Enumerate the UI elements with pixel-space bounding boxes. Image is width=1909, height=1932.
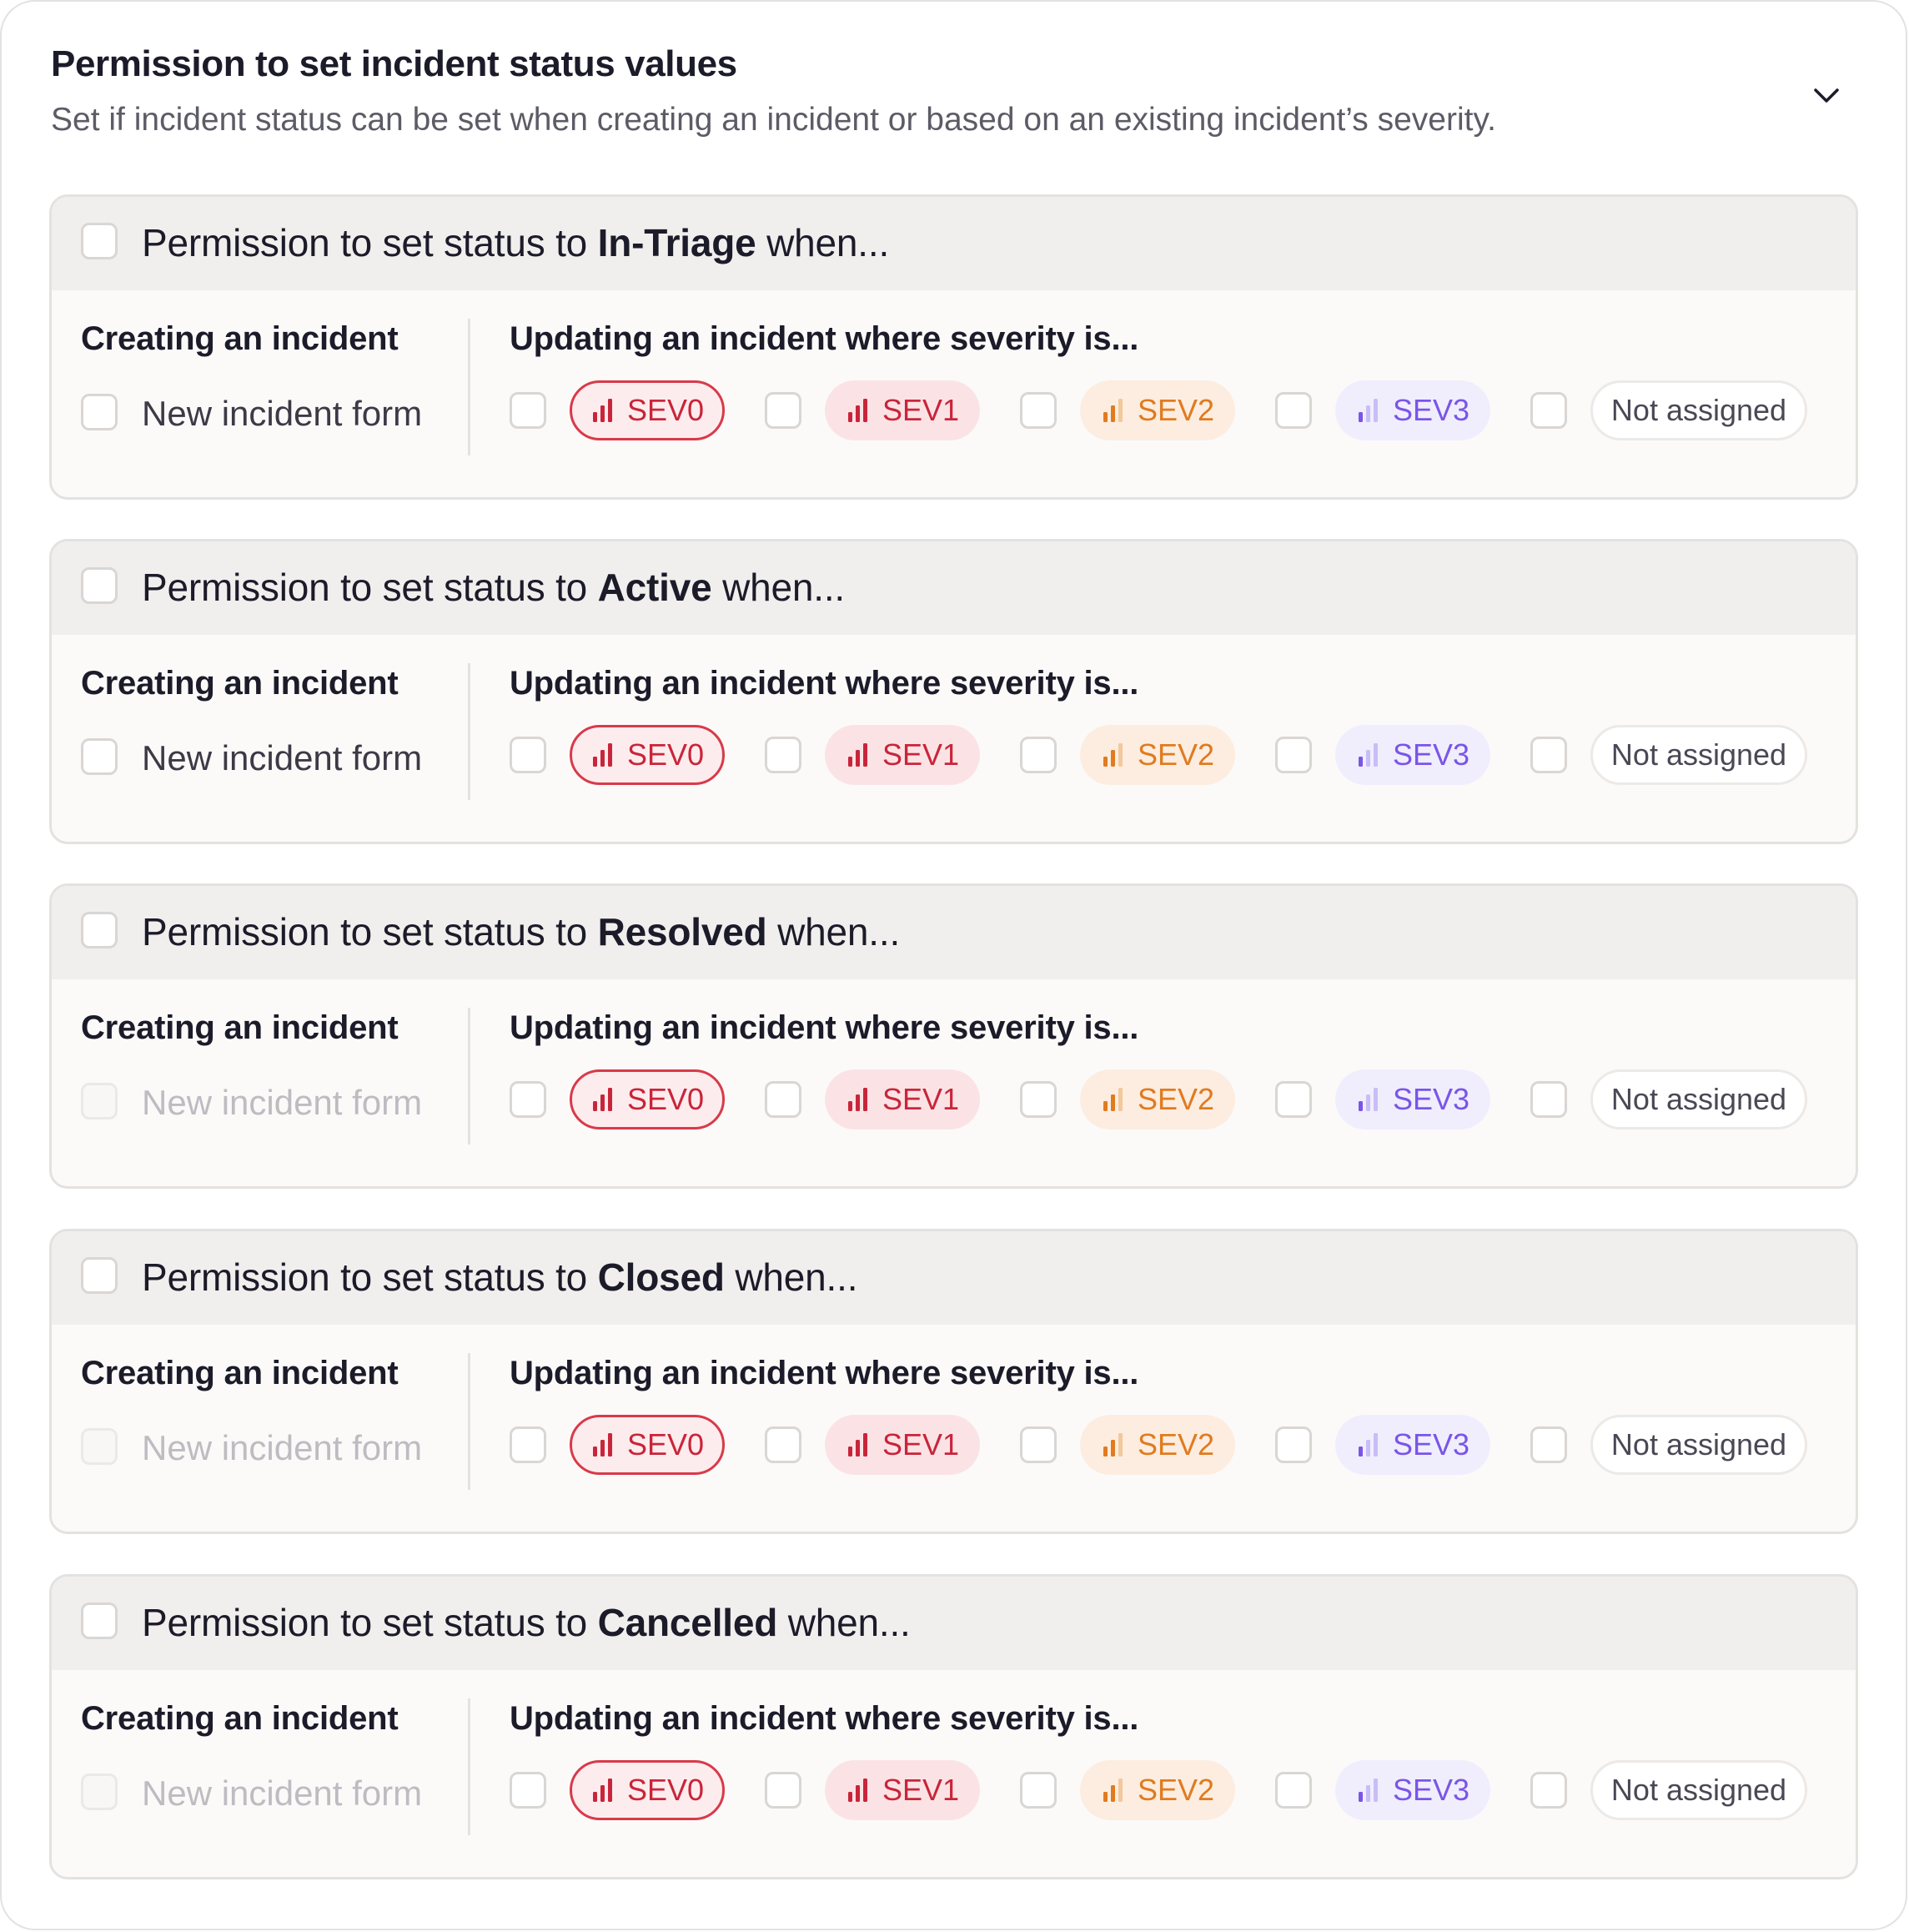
- status-card-header: [52, 1231, 1856, 1325]
- severity-label: SEV3: [1392, 1082, 1470, 1116]
- severity-label: SEV3: [1392, 1427, 1470, 1462]
- severity-badge: [1590, 1069, 1807, 1130]
- new-incident-form-checkbox[interactable]: [81, 394, 118, 430]
- severity-bars-icon: [1101, 1778, 1126, 1803]
- updating-title: Updating an incident where severity is...: [510, 1355, 1139, 1391]
- status-name: Cancelled: [597, 1601, 778, 1644]
- severity-checkbox[interactable]: [1530, 737, 1567, 773]
- severity-checkbox[interactable]: [765, 1426, 801, 1463]
- severity-checkbox[interactable]: [1020, 1772, 1057, 1809]
- severity-label: SEV1: [882, 1427, 960, 1462]
- new-incident-form-checkbox[interactable]: [81, 738, 118, 775]
- new-incident-form-label: New incident form: [142, 1774, 423, 1813]
- severity-badge: [1080, 1415, 1235, 1475]
- updating-title: Updating an incident where severity is...: [510, 320, 1139, 357]
- updating-title: Updating an incident where severity is...: [510, 665, 1139, 702]
- severity-badge: [825, 380, 980, 440]
- status-checkbox[interactable]: [81, 223, 118, 259]
- creating-title: Creating an incident: [81, 1009, 399, 1046]
- severity-label: SEV1: [882, 737, 960, 772]
- severity-checkbox[interactable]: [765, 1772, 801, 1809]
- severity-badge: [570, 1415, 725, 1475]
- severity-badge: [570, 380, 725, 440]
- severity-bars-icon: [1101, 398, 1126, 423]
- severity-badge: [1590, 380, 1807, 440]
- severity-label: Not assigned: [1610, 1082, 1787, 1116]
- status-heading: [142, 909, 900, 954]
- new-incident-form-checkbox: [81, 1083, 118, 1119]
- severity-badge: [1080, 380, 1235, 440]
- updating-title: Updating an incident where severity is...: [510, 1700, 1139, 1737]
- updating-title: Updating an incident where severity is...: [510, 1009, 1139, 1046]
- severity-checkbox[interactable]: [1020, 392, 1057, 429]
- heading-suffix: when...: [711, 566, 845, 609]
- chevron-down-icon[interactable]: [1809, 78, 1844, 113]
- severity-checkbox[interactable]: [510, 392, 546, 429]
- severity-label: Not assigned: [1610, 737, 1787, 772]
- severity-label: SEV0: [626, 393, 705, 427]
- severity-checkbox[interactable]: [1275, 1426, 1312, 1463]
- status-name: Closed: [597, 1255, 725, 1299]
- new-incident-form-label: New incident form: [142, 394, 423, 433]
- severity-label: Not assigned: [1610, 1427, 1787, 1462]
- severity-label: SEV0: [626, 1082, 705, 1116]
- severity-badge: [825, 725, 980, 785]
- severity-label: SEV3: [1392, 393, 1470, 427]
- severity-badge: [570, 1069, 725, 1130]
- heading-prefix: Permission to set status to: [142, 221, 598, 264]
- status-checkbox[interactable]: [81, 1602, 118, 1639]
- severity-badge: [1590, 725, 1807, 785]
- severity-bars-icon: [1101, 742, 1126, 767]
- heading-prefix: Permission to set status to: [142, 566, 598, 609]
- severity-label: Not assigned: [1610, 1773, 1787, 1807]
- severity-checkbox[interactable]: [510, 1081, 546, 1118]
- new-incident-form-checkbox: [81, 1428, 118, 1465]
- severity-label: SEV2: [1137, 1773, 1215, 1807]
- severity-checkbox[interactable]: [1020, 1081, 1057, 1118]
- severity-checkbox[interactable]: [510, 737, 546, 773]
- severity-bars-icon: [590, 742, 615, 767]
- divider: [468, 319, 470, 455]
- heading-suffix: when...: [724, 1255, 858, 1299]
- severity-checkbox[interactable]: [1275, 737, 1312, 773]
- heading-suffix: when...: [766, 910, 901, 953]
- severity-badge: [825, 1760, 980, 1820]
- status-name: Resolved: [597, 910, 767, 953]
- severity-label: SEV3: [1392, 737, 1470, 772]
- severity-checkbox[interactable]: [765, 392, 801, 429]
- severity-badge: [825, 1069, 980, 1130]
- panel-header[interactable]: [51, 38, 1852, 155]
- severity-badge: [1335, 1760, 1490, 1820]
- status-card-header: [52, 886, 1856, 979]
- severity-bars-icon: [846, 1087, 871, 1112]
- severity-bars-icon: [1356, 742, 1381, 767]
- severity-checkbox[interactable]: [1275, 1772, 1312, 1809]
- severity-checkbox[interactable]: [1530, 392, 1567, 429]
- severity-badge: [1335, 1415, 1490, 1475]
- status-name: In-Triage: [597, 221, 756, 264]
- status-card-closed: [49, 1229, 1858, 1534]
- severity-bars-icon: [590, 1432, 615, 1457]
- creating-title: Creating an incident: [81, 1355, 399, 1391]
- status-name: Active: [597, 566, 712, 609]
- severity-label: SEV2: [1137, 737, 1215, 772]
- status-card-header: [52, 197, 1856, 290]
- creating-title: Creating an incident: [81, 665, 399, 702]
- severity-bars-icon: [590, 398, 615, 423]
- severity-badge: [1335, 725, 1490, 785]
- divider: [468, 1698, 470, 1835]
- divider: [468, 1008, 470, 1145]
- new-incident-form-label: New incident form: [142, 738, 423, 777]
- severity-bars-icon: [1356, 1778, 1381, 1803]
- severity-checkbox[interactable]: [1530, 1772, 1567, 1809]
- status-card-header: [52, 541, 1856, 635]
- status-heading: [142, 1255, 857, 1300]
- status-card-active: [49, 539, 1858, 844]
- severity-label: Not assigned: [1610, 393, 1787, 427]
- severity-checkbox[interactable]: [1530, 1081, 1567, 1118]
- severity-label: SEV2: [1137, 1082, 1215, 1116]
- heading-suffix: when...: [756, 221, 890, 264]
- severity-label: SEV0: [626, 1773, 705, 1807]
- severity-bars-icon: [1101, 1432, 1126, 1457]
- severity-badge: [1335, 380, 1490, 440]
- severity-bars-icon: [590, 1778, 615, 1803]
- status-card-cancelled: [49, 1574, 1858, 1879]
- creating-title: Creating an incident: [81, 1700, 399, 1737]
- panel-subtitle: Set if incident status can be set when creating an incident or based on an existing incident’s severity.: [51, 102, 1496, 138]
- severity-badge: [1080, 1069, 1235, 1130]
- status-card-in-triage: [49, 194, 1858, 500]
- severity-label: SEV0: [626, 737, 705, 772]
- severity-badge: [1335, 1069, 1490, 1130]
- status-checkbox[interactable]: [81, 567, 118, 604]
- severity-bars-icon: [590, 1087, 615, 1112]
- severity-label: SEV0: [626, 1427, 705, 1462]
- severity-checkbox[interactable]: [1275, 1081, 1312, 1118]
- status-card-resolved: [49, 883, 1858, 1189]
- severity-checkbox[interactable]: [510, 1772, 546, 1809]
- new-incident-form-checkbox: [81, 1774, 118, 1810]
- severity-label: SEV2: [1137, 393, 1215, 427]
- severity-checkbox[interactable]: [1530, 1426, 1567, 1463]
- severity-label: SEV1: [882, 1773, 960, 1807]
- divider: [468, 663, 470, 800]
- status-heading: [142, 565, 845, 610]
- divider: [468, 1353, 470, 1490]
- severity-checkbox[interactable]: [765, 737, 801, 773]
- severity-badge: [1080, 1760, 1235, 1820]
- severity-badge: [1590, 1415, 1807, 1475]
- heading-suffix: when...: [777, 1601, 911, 1644]
- severity-badge: [825, 1415, 980, 1475]
- severity-bars-icon: [1101, 1087, 1126, 1112]
- severity-checkbox[interactable]: [510, 1426, 546, 1463]
- status-heading: [142, 1600, 911, 1645]
- status-heading: [142, 220, 889, 265]
- severity-checkbox[interactable]: [765, 1081, 801, 1118]
- severity-label: SEV1: [882, 1082, 960, 1116]
- panel-title: Permission to set incident status values: [51, 43, 737, 84]
- severity-badge: [570, 1760, 725, 1820]
- severity-bars-icon: [846, 742, 871, 767]
- severity-badge: [1590, 1760, 1807, 1820]
- severity-badge: [570, 725, 725, 785]
- severity-checkbox[interactable]: [1020, 737, 1057, 773]
- status-checkbox[interactable]: [81, 1257, 118, 1294]
- severity-bars-icon: [846, 398, 871, 423]
- severity-label: SEV3: [1392, 1773, 1470, 1807]
- severity-checkbox[interactable]: [1020, 1426, 1057, 1463]
- new-incident-form-label: New incident form: [142, 1428, 423, 1467]
- status-checkbox[interactable]: [81, 912, 118, 948]
- severity-bars-icon: [1356, 1087, 1381, 1112]
- severity-label: SEV2: [1137, 1427, 1215, 1462]
- severity-label: SEV1: [882, 393, 960, 427]
- new-incident-form-label: New incident form: [142, 1083, 423, 1122]
- heading-prefix: Permission to set status to: [142, 1601, 598, 1644]
- severity-bars-icon: [846, 1778, 871, 1803]
- severity-bars-icon: [846, 1432, 871, 1457]
- severity-bars-icon: [1356, 1432, 1381, 1457]
- severity-checkbox[interactable]: [1275, 392, 1312, 429]
- creating-title: Creating an incident: [81, 320, 399, 357]
- status-card-header: [52, 1577, 1856, 1670]
- severity-badge: [1080, 725, 1235, 785]
- severity-bars-icon: [1356, 398, 1381, 423]
- heading-prefix: Permission to set status to: [142, 1255, 598, 1299]
- heading-prefix: Permission to set status to: [142, 910, 598, 953]
